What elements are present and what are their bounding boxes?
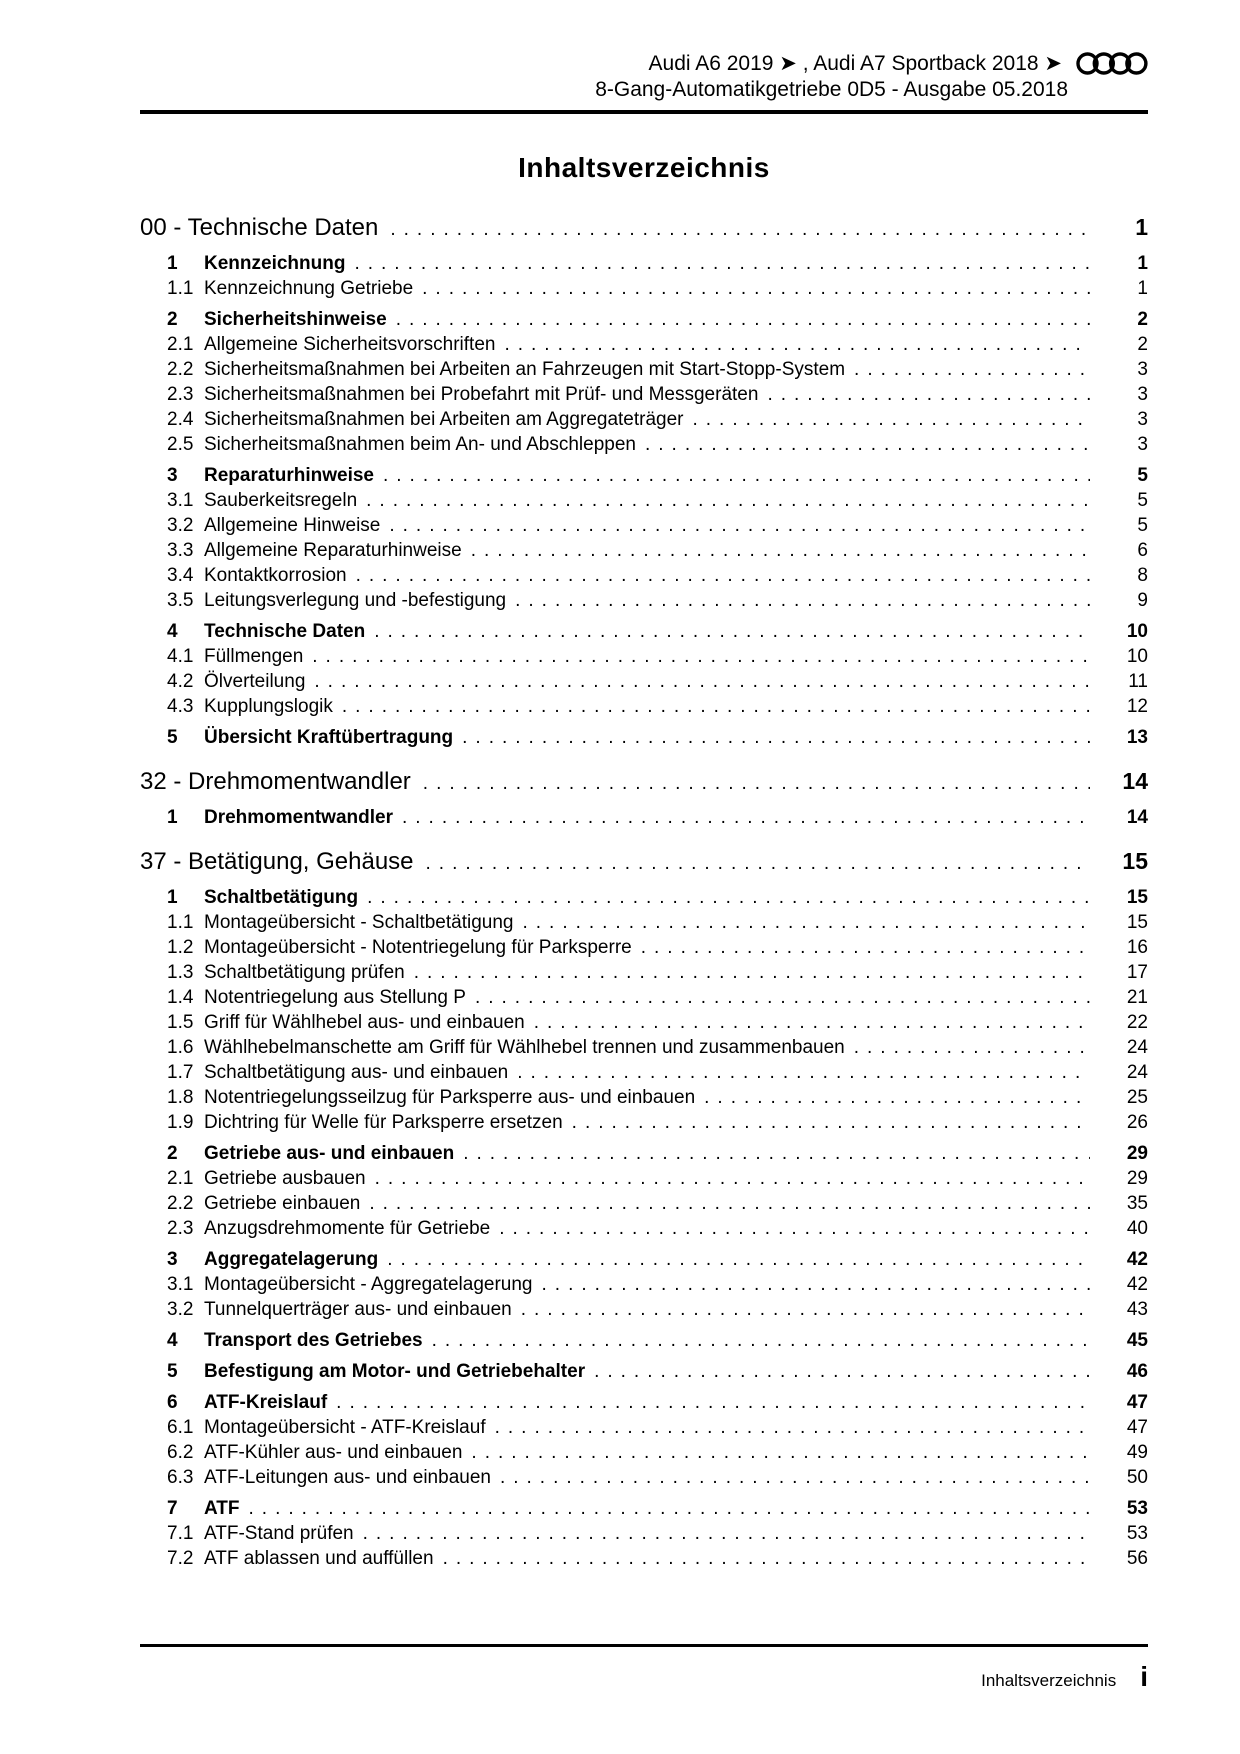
toc-row [140, 960, 1148, 985]
toc-entry-title: Sicherheitsmaßnahmen bei Arbeiten an Fahrzeugen mit Start-Stopp-System [204, 359, 846, 380]
toc-row [140, 1216, 1148, 1241]
toc-row [140, 669, 1148, 694]
page-title: Inhaltsverzeichnis [518, 152, 770, 183]
toc-row [140, 588, 1148, 613]
dot-leader [402, 805, 1090, 830]
toc-entry-number: 2.1 [167, 334, 194, 355]
dot-leader [499, 1216, 1090, 1241]
toc-entry-title: Montageübersicht - Schaltbetätigung [204, 912, 514, 933]
dot-leader [314, 669, 1090, 694]
toc-row [140, 694, 1148, 719]
toc-entry-number: 3.5 [167, 590, 194, 611]
toc-entry-number: 1.6 [167, 1037, 194, 1058]
toc-entry-title: Montageübersicht - Notentriegelung für Parksperre [204, 937, 632, 958]
toc-entry-number: 1.1 [167, 278, 194, 299]
toc-row [140, 513, 1148, 538]
toc-entry-title: Transport des Getriebes [204, 1330, 423, 1351]
dot-leader [342, 694, 1090, 719]
dot-leader [336, 1390, 1090, 1415]
toc-row [140, 935, 1148, 960]
toc-entry-title: ATF-Kühler aus- und einbauen [204, 1442, 463, 1463]
toc-entry-title: Wählhebelmanschette am Griff für Wählhebel trennen und zusammenbauen [204, 1037, 845, 1058]
toc-row [140, 1166, 1148, 1191]
dot-leader [475, 985, 1090, 1010]
dot-leader [414, 960, 1090, 985]
dot-leader [356, 563, 1090, 588]
toc-entry-page: 2 [1137, 334, 1148, 355]
toc-row [140, 538, 1148, 563]
toc-entry-title: Sauberkeitsregeln [204, 490, 358, 511]
toc-entry-number: 2.1 [167, 1168, 194, 1189]
toc-entry-title: Schaltbetätigung aus- und einbauen [204, 1062, 509, 1083]
toc-entry-page: 40 [1126, 1218, 1148, 1239]
toc-row [140, 357, 1148, 382]
toc-row [140, 1440, 1148, 1465]
toc-row [140, 619, 1148, 644]
toc-entry-number: 3 [167, 465, 178, 486]
toc-entry-title: Montageübersicht - ATF-Kreislauf [204, 1417, 486, 1438]
toc-entry-page: 49 [1126, 1442, 1148, 1463]
toc-entry-page: 12 [1126, 696, 1148, 717]
toc-row [140, 1496, 1148, 1521]
toc-entry-page: 46 [1126, 1361, 1148, 1382]
toc-row [140, 432, 1148, 457]
toc-entry-number: 3.3 [167, 540, 194, 561]
toc-entry-title: Anzugsdrehmomente für Getriebe [204, 1218, 491, 1239]
toc-entry-number: 2 [167, 1143, 178, 1164]
toc-entry-page: 47 [1126, 1392, 1148, 1413]
toc-entry-page: 3 [1137, 384, 1148, 405]
toc-row [140, 212, 1148, 245]
toc-entry-number: 4 [167, 1330, 178, 1351]
toc-entry-page: 6 [1137, 540, 1148, 561]
toc-row [140, 910, 1148, 935]
toc-entry-title: Sicherheitsmaßnahmen bei Probefahrt mit Prüf- und Messgeräten [204, 384, 759, 405]
toc-entry-title: 32 - Drehmomentwandler [140, 768, 411, 795]
toc-entry-title: Übersicht Kraftübertragung [204, 727, 454, 748]
toc-entry-page: 15 [1122, 848, 1148, 874]
toc-row [140, 407, 1148, 432]
dot-leader [366, 488, 1090, 513]
header-rule [140, 110, 1148, 114]
dot-leader [367, 885, 1090, 910]
toc-entry-title: Füllmengen [204, 646, 304, 667]
toc-entry-number: 1.2 [167, 937, 194, 958]
toc-entry-number: 4.3 [167, 696, 194, 717]
toc-row [140, 1085, 1148, 1110]
toc-entry-number: 4.2 [167, 671, 194, 692]
toc-entry-number: 2.2 [167, 359, 194, 380]
toc-entry-title: Sicherheitsmaßnahmen bei Arbeiten am Aggregateträger [204, 409, 684, 430]
dot-leader [354, 251, 1090, 276]
dot-leader [517, 1060, 1090, 1085]
dot-leader [423, 768, 1090, 799]
toc-entry-title: Schaltbetätigung [204, 887, 359, 908]
toc-entry-page: 9 [1137, 590, 1148, 611]
toc-entry-number: 1.7 [167, 1062, 194, 1083]
dot-leader [495, 1415, 1090, 1440]
dot-leader [693, 407, 1091, 432]
toc-entry-number: 2 [167, 309, 178, 330]
toc-entry-number: 3.4 [167, 565, 194, 586]
toc-entry-number: 1.4 [167, 987, 194, 1008]
toc-entry-title: Griff für Wählhebel aus- und einbauen [204, 1012, 525, 1033]
toc-entry-number: 2.3 [167, 1218, 194, 1239]
toc-row [140, 276, 1148, 301]
toc-entry-number: 1.3 [167, 962, 194, 983]
toc-entry-title: Notentriegelung aus Stellung P [204, 987, 466, 1008]
toc-entry-title: Kennzeichnung Getriebe [204, 278, 414, 299]
toc-entry-page: 16 [1126, 937, 1148, 958]
dot-leader [462, 725, 1090, 750]
header-models-text: Audi A6 2019 ➤ , Audi A7 Sportback 2018 ➤ [648, 51, 1062, 75]
toc-entry-title: Befestigung am Motor- und Getriebehalter [204, 1361, 586, 1382]
toc-entry-title: Sicherheitsmaßnahmen beim An- und Abschleppen [204, 434, 636, 455]
footer-page-number: i [1140, 1661, 1148, 1692]
toc-entry-page: 42 [1126, 1274, 1148, 1295]
toc-entry-number: 7 [167, 1498, 178, 1519]
dot-leader [645, 432, 1090, 457]
toc-row [140, 332, 1148, 357]
toc-entry-title: Getriebe aus- und einbauen [204, 1143, 455, 1164]
toc-entry-number: 3.1 [167, 1274, 194, 1295]
toc-entry-title: Drehmomentwandler [204, 807, 393, 828]
dot-leader [471, 538, 1090, 563]
toc-row [140, 1272, 1148, 1297]
toc-row [140, 1390, 1148, 1415]
toc-entry-title: Getriebe einbauen [204, 1193, 361, 1214]
toc-row [140, 463, 1148, 488]
toc-entry-page: 53 [1126, 1498, 1148, 1519]
toc-entry-title: Allgemeine Reparaturhinweise [204, 540, 462, 561]
toc-entry-page: 24 [1126, 1037, 1148, 1058]
toc-entry-number: 6.3 [167, 1467, 194, 1488]
dot-leader [521, 1297, 1090, 1322]
toc-entry-page: 5 [1137, 465, 1148, 486]
toc-entry-title: Dichtring für Welle für Parksperre ersetzen [204, 1112, 563, 1133]
toc-entry-title: Technische Daten [204, 621, 366, 642]
toc-entry-page: 21 [1126, 987, 1148, 1008]
dot-leader [422, 276, 1090, 301]
dot-leader [504, 332, 1090, 357]
toc-entry-number: 2.2 [167, 1193, 194, 1214]
toc-row [140, 563, 1148, 588]
toc-entry-title: Ölverteilung [204, 671, 306, 692]
toc-entry-number: 3.2 [167, 1299, 194, 1320]
toc-entry-page: 29 [1126, 1168, 1148, 1189]
toc-entry-page: 24 [1126, 1062, 1148, 1083]
toc-entry-number: 1.9 [167, 1112, 194, 1133]
toc-entry-number: 2.3 [167, 384, 194, 405]
toc-entry-page: 22 [1126, 1012, 1148, 1033]
toc-entry-number: 3 [167, 1249, 178, 1270]
toc-entry-number: 6.2 [167, 1442, 194, 1463]
toc-entry-title: Kupplungslogik [204, 696, 333, 717]
dot-leader [432, 1328, 1090, 1353]
dot-leader [312, 644, 1090, 669]
toc-row [140, 1010, 1148, 1035]
toc-entry-title: Reparaturhinweise [204, 465, 374, 486]
toc-entry-title: Leitungsverlegung und -befestigung [204, 590, 507, 611]
toc-entry-title: Tunnelquerträger aus- und einbauen [204, 1299, 512, 1320]
dot-leader [641, 935, 1090, 960]
toc-entry-number: 4.1 [167, 646, 194, 667]
page-header [140, 0, 1148, 114]
toc-entry-page: 8 [1137, 565, 1148, 586]
toc-row [140, 846, 1148, 879]
toc-row [140, 766, 1148, 799]
toc-entry-number: 6 [167, 1392, 178, 1413]
dot-leader [500, 1465, 1090, 1490]
toc-entry-page: 43 [1126, 1299, 1148, 1320]
toc-entry-title: Montageübersicht - Aggregatelagerung [204, 1274, 533, 1295]
toc-entry-page: 3 [1137, 359, 1148, 380]
dot-leader [374, 619, 1090, 644]
toc-entry-number: 3.2 [167, 515, 194, 536]
toc-entry-number: 1 [167, 807, 178, 828]
audi-rings-icon [1076, 50, 1148, 77]
toc-row [140, 985, 1148, 1010]
dot-leader [375, 1166, 1090, 1191]
toc-entry-page: 15 [1126, 912, 1148, 933]
toc-entry-title: Aggregatelagerung [204, 1249, 379, 1270]
dot-leader [249, 1496, 1090, 1521]
toc-entry-number: 6.1 [167, 1417, 194, 1438]
toc-row [140, 307, 1148, 332]
table-of-contents [140, 212, 1148, 1571]
toc-entry-number: 3.1 [167, 490, 194, 511]
dot-leader [363, 1521, 1090, 1546]
toc-entry-page: 26 [1126, 1112, 1148, 1133]
toc-row [140, 1415, 1148, 1440]
toc-row [140, 1035, 1148, 1060]
toc-entry-page: 29 [1126, 1143, 1148, 1164]
toc-entry-number: 5 [167, 727, 178, 748]
toc-entry-page: 25 [1126, 1087, 1148, 1108]
dot-leader [767, 382, 1090, 407]
dot-leader [463, 1141, 1090, 1166]
toc-row [140, 1191, 1148, 1216]
toc-entry-page: 35 [1126, 1193, 1148, 1214]
toc-entry-page: 3 [1137, 434, 1148, 455]
toc-entry-page: 1 [1137, 253, 1148, 274]
toc-entry-title: Schaltbetätigung prüfen [204, 962, 405, 983]
toc-entry-title: 37 - Betätigung, Gehäuse [140, 848, 414, 875]
toc-entry-number: 2.4 [167, 409, 194, 430]
dot-leader [443, 1546, 1090, 1571]
dot-leader [387, 1247, 1090, 1272]
toc-entry-title: Kontaktkorrosion [204, 565, 347, 586]
toc-row [140, 1110, 1148, 1135]
toc-row [140, 1141, 1148, 1166]
toc-row [140, 725, 1148, 750]
dot-leader [396, 307, 1090, 332]
toc-entry-number: 4 [167, 621, 178, 642]
dot-leader [369, 1191, 1090, 1216]
dot-leader [390, 214, 1090, 245]
toc-entry-title: Kennzeichnung [204, 253, 346, 274]
toc-entry-number: 7.1 [167, 1523, 194, 1544]
toc-entry-title: Notentriegelungsseilzug für Parksperre aus- und einbauen [204, 1087, 696, 1108]
toc-entry-number: 1.8 [167, 1087, 194, 1108]
toc-row [140, 1359, 1148, 1384]
toc-row [140, 488, 1148, 513]
toc-entry-page: 2 [1137, 309, 1148, 330]
toc-entry-page: 15 [1126, 887, 1148, 908]
footer-row [140, 1663, 1148, 1691]
dot-leader [854, 1035, 1090, 1060]
header-line-1 [140, 50, 1148, 77]
toc-entry-page: 50 [1126, 1467, 1148, 1488]
toc-entry-title: ATF-Stand prüfen [204, 1523, 354, 1544]
toc-row [140, 251, 1148, 276]
dot-leader [854, 357, 1090, 382]
toc-row [140, 1297, 1148, 1322]
dot-leader [594, 1359, 1090, 1384]
toc-row [140, 644, 1148, 669]
dot-leader [515, 588, 1090, 613]
toc-row [140, 1521, 1148, 1546]
toc-entry-number: 1 [167, 887, 178, 908]
toc-entry-title: 00 - Technische Daten [140, 214, 379, 241]
toc-row [140, 1328, 1148, 1353]
dot-leader [534, 1010, 1090, 1035]
toc-entry-page: 17 [1126, 962, 1148, 983]
toc-row [140, 1247, 1148, 1272]
toc-entry-page: 5 [1137, 490, 1148, 511]
toc-entry-number: 2.5 [167, 434, 194, 455]
toc-entry-page: 53 [1126, 1523, 1148, 1544]
toc-entry-number: 1.1 [167, 912, 194, 933]
dot-leader [383, 463, 1090, 488]
header-subtitle: 8-Gang-Automatikgetriebe 0D5 - Ausgabe 05.2018 [595, 78, 1068, 101]
toc-entry-title: Allgemeine Sicherheitsvorschriften [204, 334, 496, 355]
toc-entry-page: 10 [1126, 646, 1148, 667]
toc-entry-page: 11 [1128, 671, 1148, 692]
toc-entry-title: ATF [204, 1498, 240, 1519]
toc-entry-page: 1 [1135, 214, 1148, 240]
toc-entry-title: Sicherheitshinweise [204, 309, 387, 330]
toc-entry-number: 5 [167, 1361, 178, 1382]
toc-entry-title: Allgemeine Hinweise [204, 515, 381, 536]
toc-row [140, 1546, 1148, 1571]
toc-entry-page: 47 [1126, 1417, 1148, 1438]
toc-row [140, 382, 1148, 407]
toc-entry-page: 56 [1126, 1548, 1148, 1569]
toc-row [140, 1465, 1148, 1490]
page-footer [140, 1644, 1148, 1691]
dot-leader [389, 513, 1090, 538]
toc-row [140, 805, 1148, 830]
toc-entry-page: 10 [1126, 621, 1148, 642]
toc-entry-title: ATF-Kreislauf [204, 1392, 328, 1413]
toc-row [140, 885, 1148, 910]
dot-leader [542, 1272, 1090, 1297]
toc-entry-number: 1.5 [167, 1012, 194, 1033]
toc-entry-page: 3 [1137, 409, 1148, 430]
dot-leader [704, 1085, 1090, 1110]
toc-entry-title: ATF-Leitungen aus- und einbauen [204, 1467, 491, 1488]
toc-entry-page: 14 [1122, 768, 1148, 794]
footer-label: Inhaltsverzeichnis [981, 1671, 1117, 1690]
toc-entry-title: Getriebe ausbauen [204, 1168, 366, 1189]
toc-entry-page: 14 [1126, 807, 1148, 828]
toc-entry-page: 13 [1126, 727, 1148, 748]
toc-entry-page: 5 [1137, 515, 1148, 536]
toc-row [140, 1060, 1148, 1085]
footer-rule [140, 1644, 1148, 1647]
dot-leader [471, 1440, 1090, 1465]
dot-leader [572, 1110, 1090, 1135]
toc-entry-number: 1 [167, 253, 178, 274]
toc-entry-number: 7.2 [167, 1548, 194, 1569]
toc-entry-page: 1 [1137, 278, 1148, 299]
toc-entry-page: 45 [1126, 1330, 1148, 1351]
toc-entry-title: ATF ablassen und auffüllen [204, 1548, 434, 1569]
toc-entry-page: 42 [1126, 1249, 1148, 1270]
dot-leader [426, 848, 1090, 879]
dot-leader [522, 910, 1090, 935]
